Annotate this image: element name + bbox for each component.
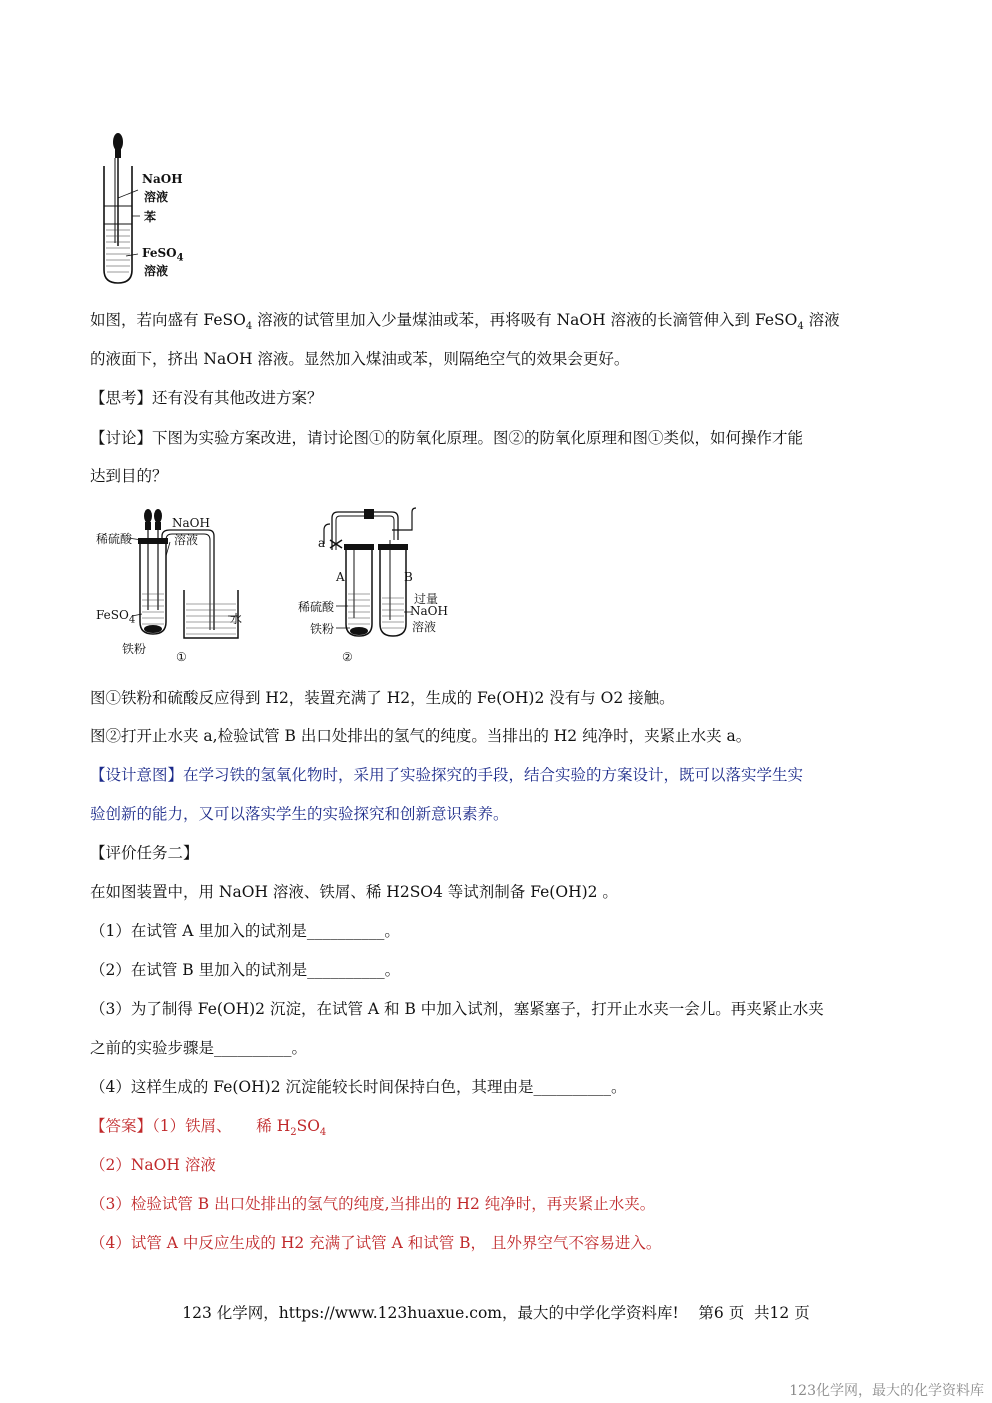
label-dilute-acid: 稀硫酸 xyxy=(96,532,133,546)
label-naoh-solution: 溶液 xyxy=(144,190,169,204)
task2-title: 【评价任务二】 xyxy=(90,844,199,862)
label-figure-1: ① xyxy=(176,650,187,664)
label-feso4-2: FeSO$_4$ xyxy=(96,608,136,626)
figure-apparatus xyxy=(92,500,452,675)
design-intent-line-1: 【设计意图】在学习铁的氢氧化物时，采用了实验探究的手段，结合实验的方案设计，既可以落实学生实 xyxy=(90,766,804,784)
figure-test-tube-dropper xyxy=(88,128,198,288)
label-naoh-2: NaOH xyxy=(410,604,448,618)
question-3-line-2: 之前的实验步骤是__________。 xyxy=(90,1039,308,1057)
answer-2: （2）NaOH 溶液 xyxy=(90,1156,216,1174)
label-feso4-solution: 溶液 xyxy=(144,264,169,278)
question-3-line-1: （3）为了制得 Fe(OH)2 沉淀，在试管 A 和 B 中加入试剂，塞紧塞子，打开止水夹一会儿。再夹紧止水夹 xyxy=(90,1000,824,1018)
answer-tag: 【答案】 xyxy=(90,1117,153,1135)
label-excess: 过量 xyxy=(414,592,439,606)
design-intent-tag: 【设计意图】 xyxy=(90,766,184,784)
figure2-explanation: 图②打开止水夹 a,检验试管 B 出口处排出的氢气的纯度。当排出的 H2 纯净时，夹紧止水夹 a。 xyxy=(90,727,752,745)
watermark: 123化学网，最大的化学资料库 xyxy=(789,1383,984,1399)
label-dilute-acid-2: 稀硫酸 xyxy=(298,600,335,614)
task2-stem: 在如图装置中，用 NaOH 溶液、铁屑、稀 H2SO4 等试剂制备 Fe(OH)2 。 xyxy=(90,883,618,901)
figure1-explanation: 图①铁粉和硫酸反应得到 H2，装置充满了 H2，生成的 Fe(OH)2 没有与 O2 接触。 xyxy=(90,689,675,707)
label-benzene: 苯 xyxy=(144,210,157,224)
label-naoh-top: NaOH xyxy=(172,516,210,530)
design-intent-line-2: 验创新的能力，又可以落实学生的实验探究和创新意识素养。 xyxy=(90,805,509,823)
label-naoh-solution-top: 溶液 xyxy=(174,533,199,547)
label-figure-2: ② xyxy=(342,650,353,664)
label-iron-powder: 铁粉 xyxy=(122,642,147,656)
intro-line-1: 如图，若向盛有 FeSO$_4$ 溶液的试管里加入少量煤油或苯，再将吸有 NaOH 溶液的长滴管伸入到 FeSO$_4$ 溶液 xyxy=(90,311,840,333)
discuss-line-2: 达到目的？ xyxy=(90,467,168,485)
label-clip-a: a xyxy=(318,536,326,550)
question-4: （4）这样生成的 Fe(OH)2 沉淀能较长时间保持白色，其理由是__________。 xyxy=(90,1078,627,1096)
label-iron-powder-2: 铁粉 xyxy=(310,622,335,636)
answer-1: 【答案】（1）铁屑、 稀 $H_2SO_4$ xyxy=(90,1117,327,1139)
test-tube-diagram xyxy=(88,128,198,288)
label-solution-2: 溶液 xyxy=(412,620,437,634)
question-1: （1）在试管 A 里加入的试剂是__________。 xyxy=(90,922,400,940)
label-naoh: NaOH xyxy=(142,172,183,186)
label-tube-a: A xyxy=(336,570,345,584)
label-water: 水 xyxy=(230,612,243,626)
intro-line-2: 的液面下，挤出 NaOH 溶液。显然加入煤油或苯，则隔绝空气的效果会更好。 xyxy=(90,350,630,368)
answer-4: （4）试管 A 中反应生成的 H2 充满了试管 A 和试管 B， 且外界空气不容易进入。 xyxy=(90,1234,662,1252)
page-footer: 123 化学网，https://www.123huaxue.com，最大的中学化学资料库! 第6 页 共12 页 xyxy=(182,1304,810,1322)
label-feso4: FeSO$_4$ xyxy=(142,246,184,264)
discuss-line-1: 【讨论】下图为实验方案改进，请讨论图①的防氧化原理。图②的防氧化原理和图①类似，如何操作才能 xyxy=(90,429,804,447)
answer-3: （3）检验试管 B 出口处排出的氢气的纯度,当排出的 H2 纯净时，再夹紧止水夹。 xyxy=(90,1195,656,1213)
label-tube-b: B xyxy=(404,570,413,584)
question-2: （2）在试管 B 里加入的试剂是__________。 xyxy=(90,961,401,979)
think-prompt: 【思考】还有没有其他改进方案？ xyxy=(90,389,323,407)
